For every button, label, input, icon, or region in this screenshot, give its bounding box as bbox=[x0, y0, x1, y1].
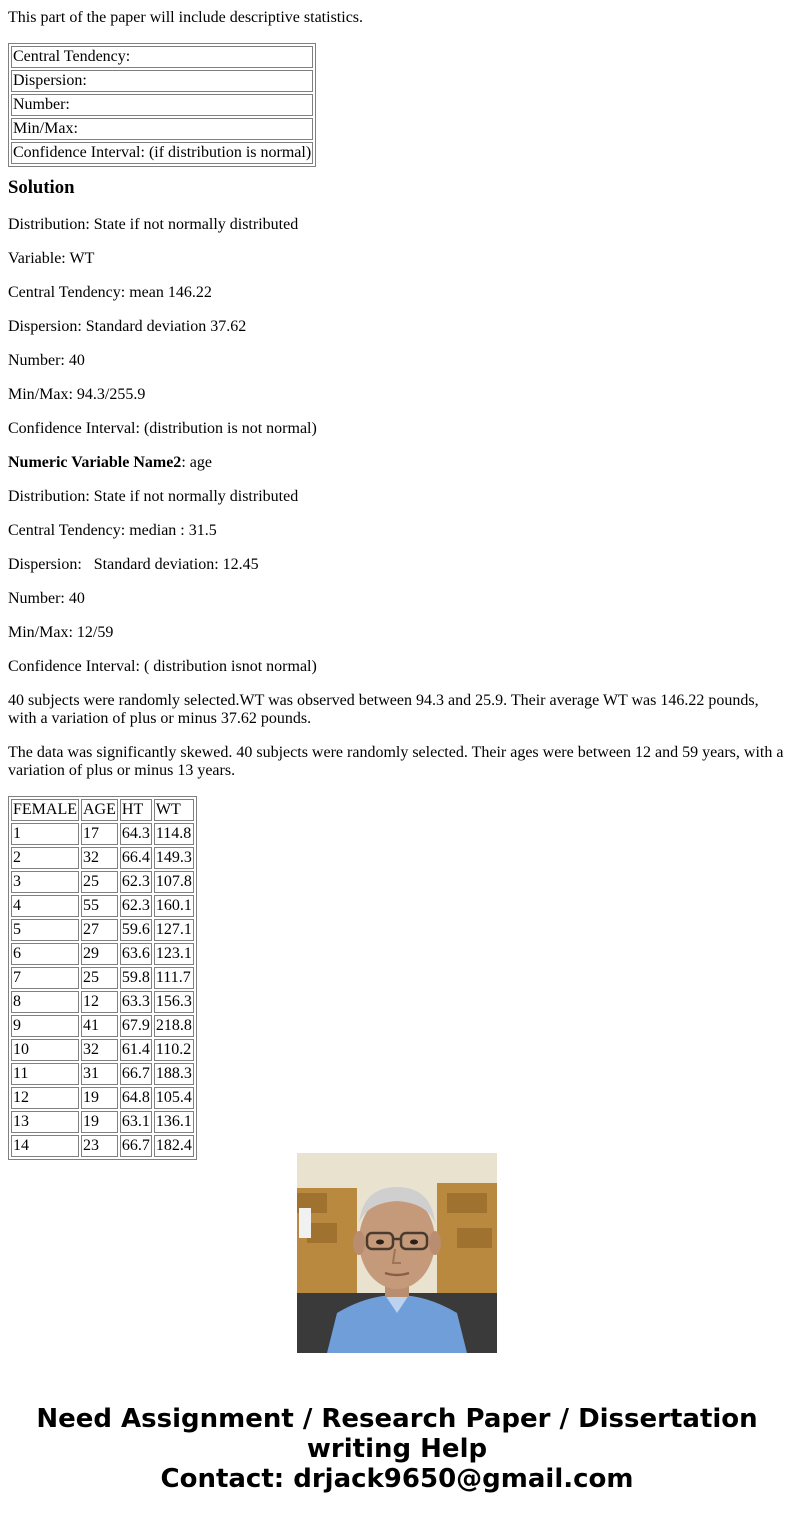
table-cell: 25 bbox=[81, 871, 118, 893]
table-cell: 105.4 bbox=[154, 1087, 194, 1109]
table-cell: 63.3 bbox=[120, 991, 152, 1013]
age-distribution: Distribution: State if not normally distributed bbox=[8, 488, 299, 505]
table-row bbox=[11, 1039, 194, 1061]
wt-confidence-interval: Confidence Interval: (distribution is not normal) bbox=[8, 420, 317, 437]
table-row bbox=[11, 118, 313, 140]
wt-central-tendency: Central Tendency: mean 146.22 bbox=[8, 284, 212, 301]
table-cell: Confidence Interval: (if distribution is normal) bbox=[11, 142, 313, 164]
table-cell: 23 bbox=[81, 1135, 118, 1157]
age-number: Number: 40 bbox=[8, 590, 85, 607]
data-table bbox=[8, 796, 197, 1160]
table-cell: 19 bbox=[81, 1111, 118, 1133]
table-cell: 12 bbox=[81, 991, 118, 1013]
table-cell: 63.1 bbox=[120, 1111, 152, 1133]
table-cell: 12 bbox=[11, 1087, 79, 1109]
table-row bbox=[11, 46, 313, 68]
table-cell: 29 bbox=[81, 943, 118, 965]
table-cell: 14 bbox=[11, 1135, 79, 1157]
age-minmax: Min/Max: 12/59 bbox=[8, 624, 114, 641]
promo-line-1: Need Assignment / Research Paper / Dissertation bbox=[36, 1404, 758, 1434]
wt-minmax: Min/Max: 94.3/255.9 bbox=[8, 386, 146, 403]
table-cell: 156.3 bbox=[154, 991, 194, 1013]
table-cell: 149.3 bbox=[154, 847, 194, 869]
table-cell: 19 bbox=[81, 1087, 118, 1109]
table-cell: 13 bbox=[11, 1111, 79, 1133]
author-portrait-image bbox=[297, 1153, 497, 1353]
table-cell: 32 bbox=[81, 1039, 118, 1061]
age-variable-label: Numeric Variable Name2 bbox=[8, 454, 182, 471]
table-row bbox=[11, 919, 194, 941]
summary-paragraph-wt: 40 subjects were randomly selected.WT was observed between 94.3 and 25.9. Their average WT was 146.22 pounds, with a variation of plus or minus 37.62 pounds. bbox=[8, 692, 759, 727]
table-cell: 25 bbox=[81, 967, 118, 989]
table-cell: 62.3 bbox=[120, 895, 152, 917]
table-cell: 61.4 bbox=[120, 1039, 152, 1061]
table-cell: 114.8 bbox=[154, 823, 194, 845]
table-cell: Central Tendency: bbox=[11, 46, 313, 68]
column-header: FEMALE bbox=[11, 799, 79, 821]
table-cell: 7 bbox=[11, 967, 79, 989]
summary-paragraph-age: The data was significantly skewed. 40 subjects were randomly selected. Their ages were between 12 and 59 years, with a variation of plus or minus 13 years. bbox=[8, 744, 784, 779]
table-cell: 4 bbox=[11, 895, 79, 917]
table-cell: 127.1 bbox=[154, 919, 194, 941]
table-cell: 41 bbox=[81, 1015, 118, 1037]
age-confidence-interval: Confidence Interval: ( distribution isnot normal) bbox=[8, 658, 317, 675]
table-cell: 8 bbox=[11, 991, 79, 1013]
table-cell: 6 bbox=[11, 943, 79, 965]
table-cell: 1 bbox=[11, 823, 79, 845]
table-cell: 32 bbox=[81, 847, 118, 869]
table-cell: 188.3 bbox=[154, 1063, 194, 1085]
table-cell: 66.4 bbox=[120, 847, 152, 869]
table-cell: 11 bbox=[11, 1063, 79, 1085]
table-row bbox=[11, 1111, 194, 1133]
table-cell: 3 bbox=[11, 871, 79, 893]
table-row bbox=[11, 895, 194, 917]
table-row bbox=[11, 871, 194, 893]
author-avatar bbox=[297, 1153, 497, 1353]
table-row bbox=[11, 847, 194, 869]
promo-contact[interactable]: Contact: drjack9650@gmail.com bbox=[160, 1464, 634, 1494]
table-cell: 63.6 bbox=[120, 943, 152, 965]
table-row bbox=[11, 1135, 194, 1157]
table-cell: 59.6 bbox=[120, 919, 152, 941]
table-row bbox=[11, 94, 313, 116]
data-table-body bbox=[11, 823, 194, 1157]
table-row bbox=[11, 142, 313, 164]
table-cell: 10 bbox=[11, 1039, 79, 1061]
table-row bbox=[11, 991, 194, 1013]
table-row bbox=[11, 823, 194, 845]
age-variable-value: : age bbox=[181, 454, 212, 471]
solution-heading: Solution bbox=[8, 177, 75, 198]
wt-dispersion: Dispersion: Standard deviation 37.62 bbox=[8, 318, 247, 335]
age-dispersion: Dispersion: Standard deviation: 12.45 bbox=[8, 556, 259, 573]
table-cell: 17 bbox=[81, 823, 118, 845]
table-cell: 64.3 bbox=[120, 823, 152, 845]
table-cell: Number: bbox=[11, 94, 313, 116]
table-cell: 67.9 bbox=[120, 1015, 152, 1037]
age-central-tendency: Central Tendency: median : 31.5 bbox=[8, 522, 217, 539]
table-cell: Dispersion: bbox=[11, 70, 313, 92]
table-row bbox=[11, 1015, 194, 1037]
table-cell: 59.8 bbox=[120, 967, 152, 989]
table-cell: 55 bbox=[81, 895, 118, 917]
table-cell: 27 bbox=[81, 919, 118, 941]
data-table-scroll[interactable] bbox=[8, 796, 192, 1154]
column-header: HT bbox=[120, 799, 152, 821]
table-cell: 9 bbox=[11, 1015, 79, 1037]
table-cell: 111.7 bbox=[154, 967, 194, 989]
table-cell: 2 bbox=[11, 847, 79, 869]
table-cell: 66.7 bbox=[120, 1135, 152, 1157]
table-cell: 62.3 bbox=[120, 871, 152, 893]
table-row bbox=[11, 943, 194, 965]
table-row bbox=[11, 1087, 194, 1109]
table-cell: 160.1 bbox=[154, 895, 194, 917]
table-cell: 66.7 bbox=[120, 1063, 152, 1085]
table-row bbox=[11, 70, 313, 92]
wt-distribution: Distribution: State if not normally distributed bbox=[8, 216, 299, 233]
table-cell: 110.2 bbox=[154, 1039, 194, 1061]
promo-line-2: writing Help bbox=[306, 1434, 488, 1464]
table-row bbox=[11, 967, 194, 989]
table-cell: 136.1 bbox=[154, 1111, 194, 1133]
table-cell: 218.8 bbox=[154, 1015, 194, 1037]
table-row bbox=[11, 1063, 194, 1085]
column-header: WT bbox=[154, 799, 194, 821]
wt-number: Number: 40 bbox=[8, 352, 85, 369]
table-header-row bbox=[11, 799, 194, 821]
requirements-table bbox=[8, 43, 316, 167]
age-variable-name bbox=[8, 454, 212, 472]
table-cell: Min/Max: bbox=[11, 118, 313, 140]
table-cell: 107.8 bbox=[154, 871, 194, 893]
table-cell: 31 bbox=[81, 1063, 118, 1085]
table-cell: 182.4 bbox=[154, 1135, 194, 1157]
table-cell: 123.1 bbox=[154, 943, 194, 965]
table-cell: 64.8 bbox=[120, 1087, 152, 1109]
intro-text: This part of the paper will include descriptive statistics. bbox=[8, 9, 364, 26]
column-header: AGE bbox=[81, 799, 118, 821]
promo-footer bbox=[0, 1404, 794, 1494]
wt-variable: Variable: WT bbox=[8, 250, 95, 267]
table-cell: 5 bbox=[11, 919, 79, 941]
